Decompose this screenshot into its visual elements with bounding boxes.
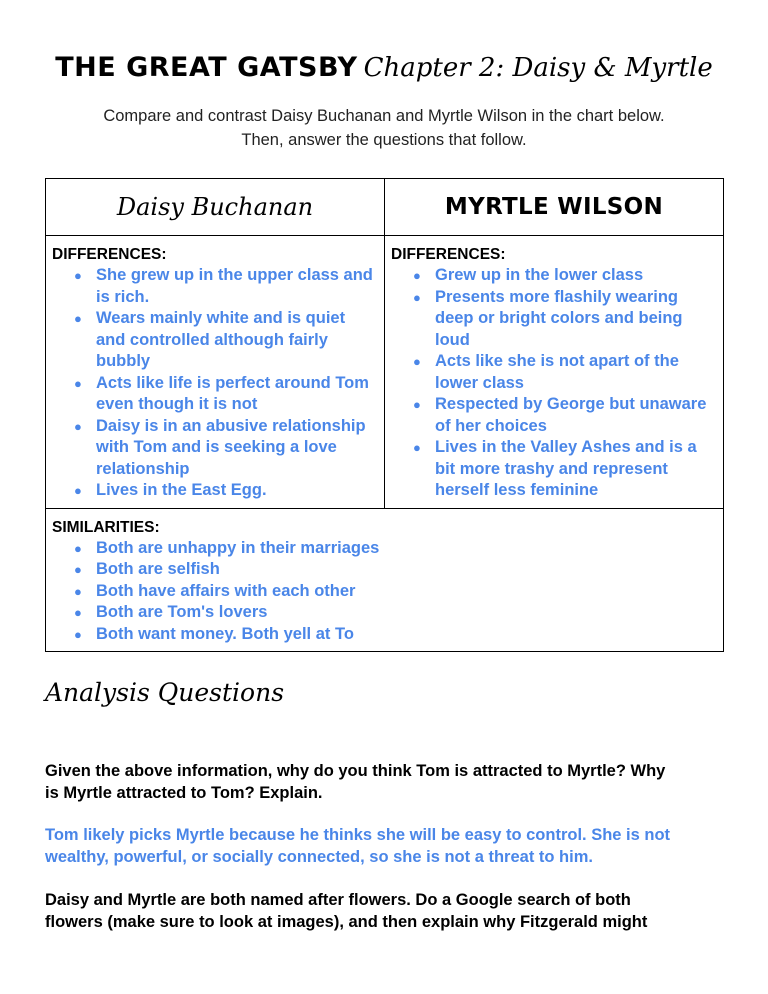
title-script: Chapter 2: Daisy & Myrtle [363, 53, 713, 83]
answer-1-line-2: wealthy, powerful, or socially connected, so she is not a threat to him. [45, 848, 593, 866]
answer-1[interactable] [45, 824, 735, 868]
question-1-line-2: is Myrtle attracted to Tom? Explain. [45, 784, 323, 802]
list-item: ● Both want money. Both yell at To [96, 624, 717, 646]
differences-label: DIFFERENCES: [391, 246, 506, 263]
list-item: ● Presents more flashily wearing deep or bright colors and being loud [435, 287, 717, 352]
similarities-label: SIMILARITIES: [52, 518, 160, 536]
list-item: ● Acts like life is perfect around Tom even though it is not [96, 373, 378, 416]
list-item: ● Both have affairs with each other [96, 581, 717, 603]
question-2-line-1: Daisy and Myrtle are both named after flowers. Do a Google search of both [45, 891, 631, 909]
myrtle-column-header: MYRTLE WILSON [385, 179, 724, 236]
instructions-line-2: Then, answer the questions that follow. [241, 131, 527, 149]
list-item: ● Both are unhappy in their marriages [96, 538, 717, 560]
answer-1-line-1: Tom likely picks Myrtle because he thinks she will be easy to control. She is not [45, 826, 671, 844]
question-2-line-2: flowers (make sure to look at images), and then explain why Fitzgerald might [45, 913, 648, 931]
list-item: ● Lives in the East Egg. [96, 480, 378, 502]
question-1 [45, 760, 735, 804]
analysis-heading: Analysis Questions [45, 678, 285, 707]
daisy-differences-cell[interactable] [46, 236, 385, 509]
question-2 [45, 889, 735, 933]
daisy-differences-list [52, 265, 378, 502]
instructions-line-1: Compare and contrast Daisy Buchanan and Myrtle Wilson in the chart below. [103, 107, 665, 125]
list-item: ● Acts like she is not apart of the lower class [435, 351, 717, 394]
list-item: ● She grew up in the upper class and is rich. [96, 265, 378, 308]
differences-label: DIFFERENCES: [52, 246, 167, 263]
myrtle-differences-cell[interactable] [385, 236, 724, 509]
list-item: ● Grew up in the lower class [435, 265, 717, 287]
list-item: ● Both are Tom's lovers [96, 602, 717, 624]
similarities-cell[interactable] [46, 508, 724, 652]
question-1-line-1: Given the above information, why do you think Tom is attracted to Myrtle? Why [45, 762, 666, 780]
instructions [0, 104, 768, 152]
compare-chart [45, 178, 724, 652]
page-title [0, 52, 768, 83]
list-item: ● Lives in the Valley Ashes and is a bit more trashy and represent herself less feminine [435, 437, 717, 502]
list-item: ● Respected by George but unaware of her choices [435, 394, 717, 437]
similarities-list [52, 538, 717, 646]
myrtle-differences-list [391, 265, 717, 502]
daisy-column-header: Daisy Buchanan [46, 179, 385, 236]
list-item: ● Daisy is in an abusive relationship with Tom and is seeking a love relationship [96, 416, 378, 481]
list-item: ● Wears mainly white and is quiet and controlled although fairly bubbly [96, 308, 378, 373]
title-bold: THE GREAT GATSBY [55, 52, 358, 83]
list-item: ● Both are selfish [96, 559, 717, 581]
